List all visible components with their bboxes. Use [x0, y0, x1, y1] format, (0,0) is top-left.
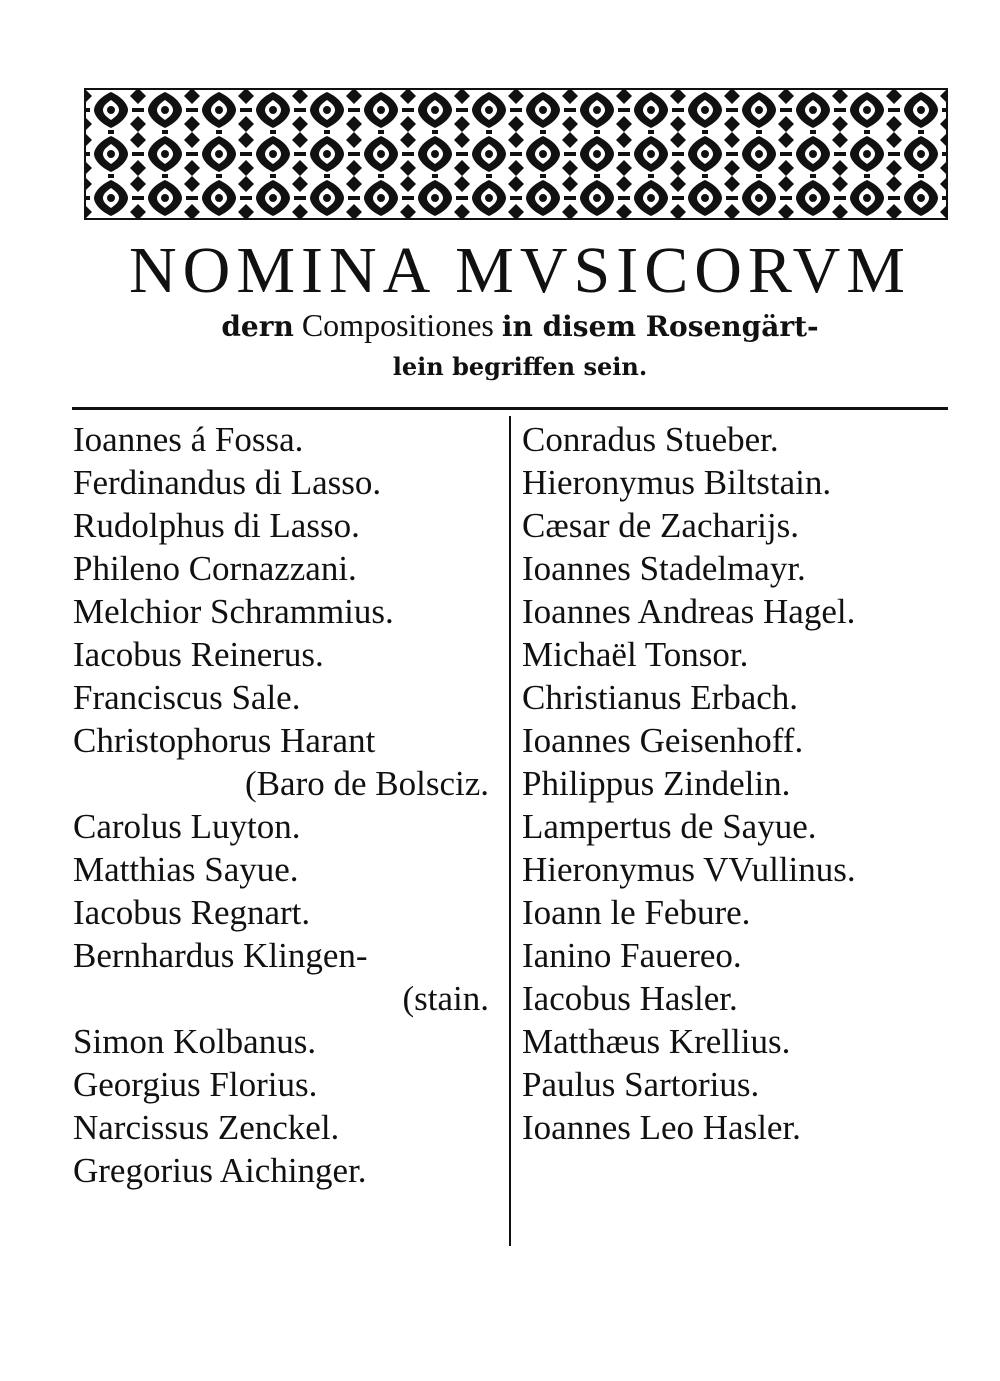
- list-item: Iacobus Hasler.: [522, 979, 738, 1018]
- subtitle-gothic-end: in disem Rosengärt-: [501, 310, 819, 343]
- list-item-continuation: (Baro de Bolsciz.: [245, 764, 489, 803]
- list-item-continuation: (stain.: [402, 979, 489, 1018]
- list-item: Melchior Schrammius.: [73, 592, 394, 631]
- list-item: Hieronymus Biltstain.: [522, 463, 832, 502]
- names-right-column: [522, 418, 952, 1149]
- ornament-band-icon: [84, 88, 948, 220]
- list-item: Phileno Cornazzani.: [73, 549, 357, 588]
- list-item: Ioannes Stadelmayr.: [522, 549, 806, 588]
- subtitle-line-1: [80, 304, 960, 348]
- names-left-column: [73, 418, 503, 1192]
- list-item: Matthias Sayue.: [73, 850, 299, 889]
- list-item: Ioannes Geisenhoff.: [522, 721, 804, 760]
- list-item: Ianino Fauereo.: [522, 936, 742, 975]
- list-item: Carolus Luyton.: [73, 807, 301, 846]
- horizontal-rule: [72, 407, 948, 410]
- list-item: Ferdinandus di Lasso.: [73, 463, 382, 502]
- subtitle-roman: Compositiones: [301, 307, 494, 343]
- list-item: Rudolphus di Lasso.: [73, 506, 360, 545]
- list-item: Bernhardus Klingen-: [73, 936, 368, 975]
- list-item: Ioannes Leo Hasler.: [522, 1108, 801, 1147]
- list-item: Lampertus de Sayue.: [522, 807, 817, 846]
- list-item: Ioannes Andreas Hagel.: [522, 592, 856, 631]
- list-item: Philippus Zindelin.: [522, 764, 791, 803]
- subtitle-gothic-start: dern: [221, 310, 294, 343]
- list-item: Ioann le Febure.: [522, 893, 751, 932]
- list-item: Narcissus Zenckel.: [73, 1108, 340, 1147]
- list-item: Conradus Stueber.: [522, 420, 779, 459]
- list-item: Christophorus Harant: [73, 721, 376, 760]
- list-item: Paulus Sartorius.: [522, 1065, 760, 1104]
- column-divider: [509, 416, 511, 1246]
- list-item: Iacobus Regnart.: [73, 893, 311, 932]
- list-item: Ioannes á Fossa.: [73, 420, 304, 459]
- list-item: Iacobus Reinerus.: [73, 635, 324, 674]
- subtitle-line-2: lein begriffen sein.: [392, 352, 648, 381]
- list-item: Simon Kolbanus.: [73, 1022, 317, 1061]
- list-item: Gregorius Aichinger.: [73, 1151, 367, 1190]
- list-item: Cæsar de Zacharijs.: [522, 506, 799, 545]
- page-title: NOMINA MVSICORVM: [129, 234, 911, 307]
- list-item: Christianus Erbach.: [522, 678, 799, 717]
- list-item: Matthæus Krellius.: [522, 1022, 791, 1061]
- list-item: Michaël Tonsor.: [522, 635, 749, 674]
- list-item: Georgius Florius.: [73, 1065, 318, 1104]
- list-item: Franciscus Sale.: [73, 678, 301, 717]
- list-item: Hieronymus VVullinus.: [522, 850, 856, 889]
